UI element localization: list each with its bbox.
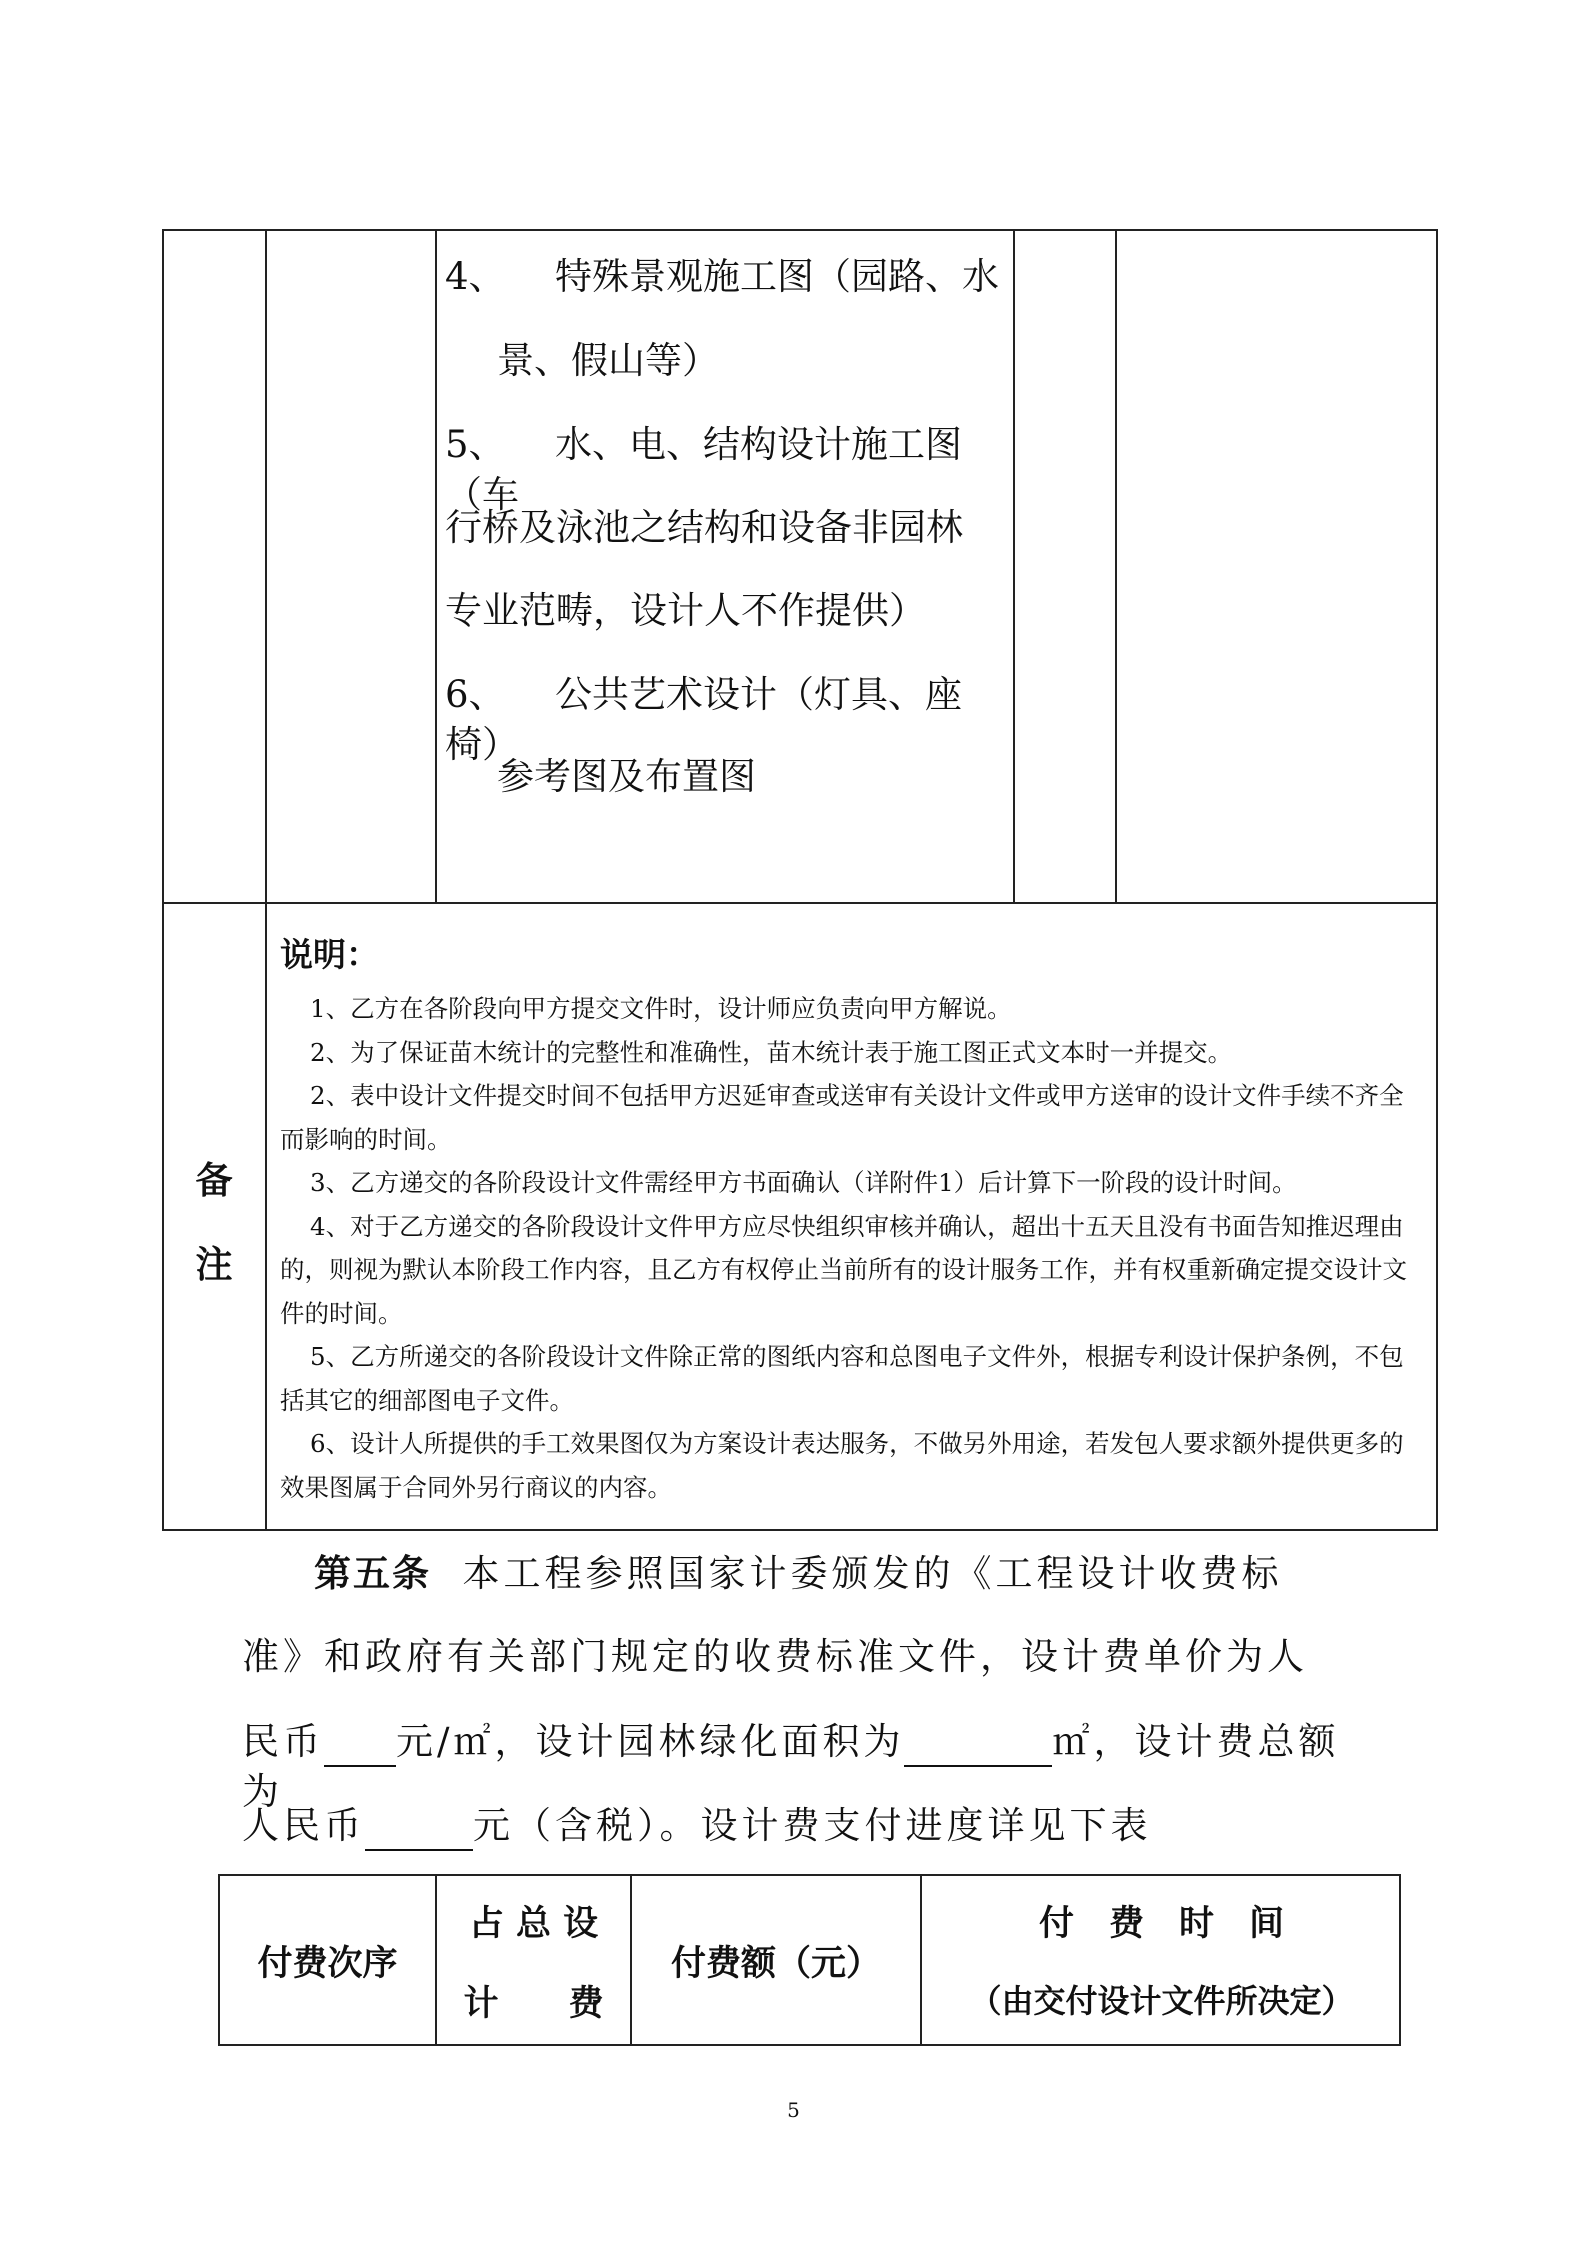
article5-line4: [242, 1801, 1352, 1851]
article5-heading: 第五条: [314, 1551, 431, 1595]
list-text: 公共艺术设计（灯具、座椅）: [445, 673, 962, 766]
list-number: 6、: [445, 673, 506, 716]
remark-item: 6、设计人所提供的手工效果图仅为方案设计表达服务，不做另外用途，若发包人要求额外提供更多的效果图属于合同外另行商议的内容。: [280, 1429, 1404, 1502]
list-text: 水、电、结构设计施工图（车: [445, 423, 962, 516]
remarks-label-bottom: 注: [195, 1242, 233, 1286]
remark-item: 4、对于乙方递交的各阶段设计文件甲方应尽快组织审核并确认，超出十五天且没有书面告知推迟理由的，则视为默认本阶段工作内容，且乙方有权停止当前所有的设计服务工作，并有权重新确定提交设计文件的时间。: [280, 1211, 1407, 1328]
unit-price-blank[interactable]: [324, 1721, 396, 1767]
header-percent-line1: 占 总 设: [468, 1903, 599, 1944]
article5-text: 元（含税）。设计费支付进度详见下表: [473, 1804, 1152, 1847]
list-continuation: 行桥及泳池之结构和设备非园林: [445, 506, 963, 549]
remark-item: 3、乙方递交的各阶段设计文件需经甲方书面确认（详附件1）后计算下一阶段的设计时间。: [310, 1168, 1297, 1197]
list-item-4: [445, 252, 1000, 302]
remarks-notes: [280, 925, 1425, 1509]
article5-text: 民币: [242, 1720, 324, 1763]
header-percent-line2: 计 费: [463, 1983, 604, 2024]
article5-line1: [314, 1548, 1364, 1599]
area-blank[interactable]: [904, 1721, 1052, 1767]
list-continuation: 专业范畴，设计人不作提供）: [445, 589, 926, 632]
total-fee-blank[interactable]: [365, 1805, 473, 1851]
page-number: 5: [787, 2098, 800, 2122]
list-text: 特殊景观施工图（园路、水: [555, 255, 999, 298]
header-payment-order: 付费次序: [257, 1943, 398, 1984]
header-payment-time: 付 费 时 间: [1038, 1903, 1284, 1944]
remark-item: 2、表中设计文件提交时间不包括甲方迟延审查或送审有关设计文件或甲方送审的设计文件手续不齐全而影响的时间。: [280, 1081, 1404, 1154]
header-payment-time-note: （由交付设计文件所决定）: [969, 1982, 1354, 2020]
remark-item: 1、乙方在各阶段向甲方提交文件时，设计师应负责向甲方解说。: [310, 994, 1012, 1023]
article5-line2: 准》和政府有关部门规定的收费标准文件，设计费单价为人: [242, 1635, 1308, 1678]
article5-text: 元/㎡，设计园林绿化面积为: [396, 1720, 905, 1763]
header-payment-amount: 付费额（元）: [670, 1943, 881, 1984]
list-continuation: 参考图及布置图: [497, 755, 756, 798]
payment-table: [218, 1874, 1401, 2046]
list-continuation: 景、假山等）: [497, 339, 719, 382]
list-number: 4、: [445, 255, 506, 298]
remark-item: 5、乙方所递交的各阶段设计文件除正常的图纸内容和总图电子文件外，根据专利设计保护条例，不包括其它的细部图电子文件。: [280, 1342, 1404, 1415]
article5-text: 人民币: [242, 1804, 365, 1847]
remarks-title: 说明：: [280, 935, 379, 974]
list-number: 5、: [445, 423, 506, 466]
article5-text: ㎡，设计费总额为: [242, 1720, 1340, 1813]
article5-text: 本工程参照国家计委颁发的《工程设计收费标: [462, 1552, 1283, 1595]
remark-item: 2、为了保证苗木统计的完整性和准确性，苗木统计表于施工图正式文本时一并提交。: [310, 1037, 1233, 1067]
remarks-label-top: 备: [195, 1158, 233, 1202]
